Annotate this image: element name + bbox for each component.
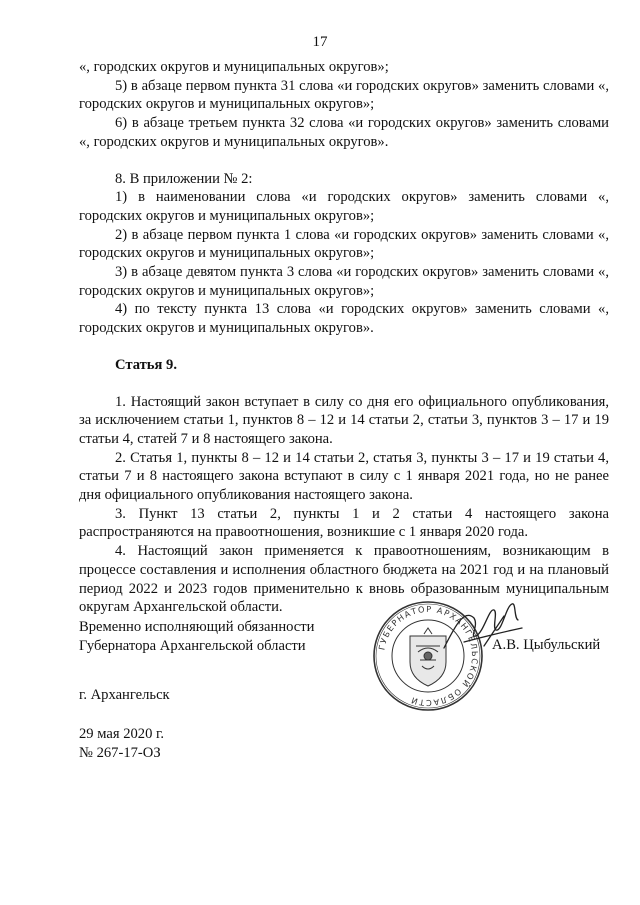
paragraph-gap <box>79 338 609 356</box>
paragraph-gap <box>79 152 609 170</box>
paragraph-gap <box>79 375 609 393</box>
paragraph: 2. Статья 1, пункты 8 – 12 и 14 статьи 2, статья 3, пункты 3 – 17 и 19 статьи 4, статьи 7 и 8 настоящего закона вступают в силу с 1 января 2021 года, но не ранее дня официального опубликования настоящего закона. <box>79 449 609 504</box>
signatory-title-line2: Губернатора Архангельской области <box>79 637 306 654</box>
paragraph: «, городских округов и муниципальных округов»; <box>79 59 389 75</box>
paragraph: 3) в абзаце девятом пункта 3 слова «и городских округов» заменить словами «, городских округов и муниципальных округов»; <box>79 264 609 299</box>
seal-text: ГУБЕРНАТОР АРХАНГЕЛЬСКОЙ ОБЛАСТИ <box>376 603 481 709</box>
paragraph: 3. Пункт 13 статьи 2, пункты 1 и 2 статьи 4 настоящего закона распространяются на правоотношения, возникшие с 1 января 2020 года. <box>79 505 609 541</box>
page-number: 17 <box>312 34 328 50</box>
paragraph: 1) в наименовании слова «и городских округов» заменить словами «, городских округов и муниципальных округов»; <box>79 189 609 224</box>
paragraph: 4) по тексту пункта 13 слова «и городских округов» заменить словами «, городских округов и муниципальных округов». <box>79 301 609 337</box>
signatory-name: А.В. Цыбульский <box>492 637 601 653</box>
date-block <box>79 725 164 762</box>
paragraph: 4. Настоящий закон применяется к правоотношениям, возникающим в процессе составления и исполнения областного бюджета на 2021 год и на плановый период 2022 и 2023 годов применительно к вновь образованным муниципальным округам Архангельской области. <box>79 543 609 616</box>
paragraph: 8. В приложении № 2: <box>115 170 253 187</box>
paragraph: 1. Настоящий закон вступает в силу со дня его официального опубликования, за исключением статьи 1, пунктов 8 – 12 и 14 статьи 2, статьи 3, пунктов 3 – 17 и 19 статьи 4, статей 7 и 8 настоящего закона. <box>79 393 609 447</box>
signatory-title <box>79 618 314 655</box>
city: г. Архангельск <box>79 687 170 703</box>
law-number: № 267-17-ОЗ <box>79 744 161 761</box>
signatory-title-line1: Временно исполняющий обязанности <box>79 619 315 635</box>
paragraph: 5) в абзаце первом пункта 31 слова «и городских округов» заменить словами «, городских округов и муниципальных округов»; <box>79 77 609 113</box>
paragraph: 2) в абзаце первом пункта 1 слова «и городских округов» заменить словами «, городских округов и муниципальных округов»; <box>79 226 609 262</box>
document-body <box>79 58 609 617</box>
paragraph: 6) в абзаце третьем пункта 32 слова «и городских округов» заменить словами «, городских округов и муниципальных округов». <box>79 115 609 150</box>
law-date: 29 мая 2020 г. <box>79 726 165 742</box>
article-heading: Статья 9. <box>115 356 177 373</box>
